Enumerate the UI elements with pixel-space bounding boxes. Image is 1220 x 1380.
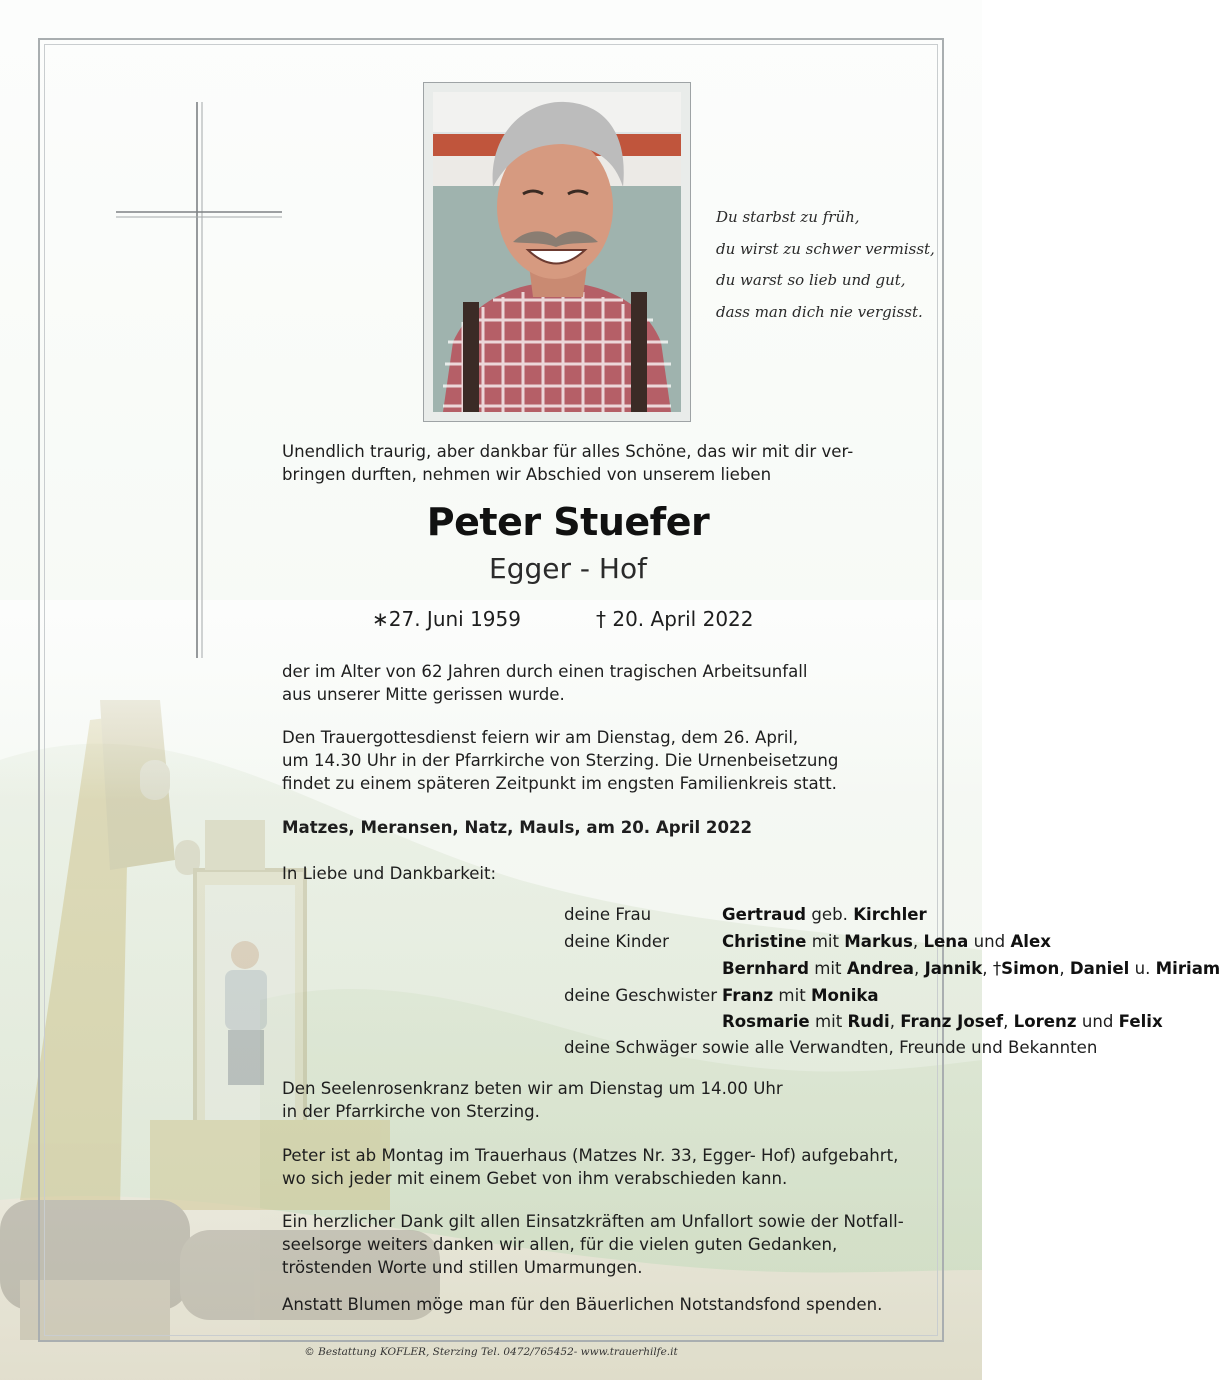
connector: u. — [1134, 959, 1151, 978]
service-line: findet zu einem späteren Zeitpunkt im engsten Familienkreis statt. — [282, 774, 837, 793]
connector: mit — [814, 1012, 843, 1031]
connector: geb. — [811, 905, 848, 924]
relative-name: Felix — [1118, 1012, 1163, 1031]
flowers-text — [282, 1293, 922, 1316]
relative-name: Alex — [1010, 932, 1051, 951]
deceased-mark: † — [992, 959, 1002, 978]
family-names: Rosmarie mit Rudi, Franz Josef, Lorenz und Felix — [722, 1012, 1163, 1031]
wake-text — [282, 1144, 922, 1190]
relative-name: Lorenz — [1013, 1012, 1077, 1031]
relative-name: Jannik — [924, 959, 983, 978]
farm-name: Egger - Hof — [489, 552, 647, 585]
memorial-poem — [716, 202, 946, 328]
relative-name: Christine — [722, 932, 807, 951]
relative-name: Franz — [722, 986, 774, 1005]
family-names: Christine mit Markus, Lena und Alex — [722, 932, 1051, 951]
relative-name: Gertraud — [722, 905, 807, 924]
service-text — [282, 726, 922, 795]
age-text — [282, 660, 922, 706]
relative-name: Rosmarie — [722, 1012, 810, 1031]
connector: mit — [778, 986, 806, 1005]
relative-name: Markus — [844, 932, 913, 951]
place-date-line: Matzes, Meransen, Natz, Mauls, am 20. April 2022 — [282, 818, 753, 837]
rosary-line: Den Seelenrosenkranz beten wir am Dienstag um 14.00 Uhr — [282, 1079, 783, 1098]
relative-name: Andrea — [846, 959, 914, 978]
family-label: deine Kinder — [564, 932, 669, 951]
age-line: der im Alter von 62 Jahren durch einen tragischen Arbeitsunfall — [282, 662, 808, 681]
connector: mit — [814, 959, 842, 978]
service-line: um 14.30 Uhr in der Pfarrkirche von Sterzing. Die Urnenbeisetzung — [282, 751, 839, 770]
poem-line: Du starbst zu früh, — [716, 208, 860, 226]
thanks-line: tröstenden Worte und stillen Umarmungen. — [282, 1258, 643, 1277]
flowers-line: Anstatt Blumen möge man für den Bäuerlichen Notstandsfond spenden. — [282, 1295, 883, 1314]
deceased-name: Peter Stuefer — [426, 500, 710, 544]
intro-line: Unendlich traurig, aber dankbar für alles Schöne, das wir mit dir ver- — [282, 442, 854, 461]
service-line: Den Trauergottesdienst feiern wir am Dienstag, dem 26. April, — [282, 728, 799, 747]
relative-name: Simon — [1001, 959, 1060, 978]
family-names: Bernhard mit Andrea, Jannik, †Simon, Daniel u. Miriam — [722, 959, 1220, 978]
thanks-line: seelsorge weiters danken wir allen, für die vielen guten Gedanken, — [282, 1235, 838, 1254]
place-date — [282, 816, 922, 839]
poem-line: du warst so lieb und gut, — [716, 271, 906, 289]
relative-name: Daniel — [1069, 959, 1130, 978]
relative-name: Kirchler — [853, 905, 927, 924]
thanks-text — [282, 1210, 922, 1279]
family-others: deine Schwäger sowie alle Verwandten, Freunde und Bekannten — [564, 1038, 1098, 1057]
relative-name: Lena — [923, 932, 969, 951]
death-date: † 20. April 2022 — [596, 607, 754, 631]
connector: und — [1081, 1012, 1114, 1031]
family-label: deine Geschwister — [564, 986, 718, 1005]
family-names — [722, 983, 879, 1010]
poem-line: dass man dich nie vergisst. — [716, 302, 923, 321]
birth-date: ∗27. Juni 1959 — [372, 607, 521, 631]
relative-name: Franz Josef — [900, 1012, 1004, 1031]
portrait-photo — [433, 92, 681, 412]
relative-name: Monika — [810, 986, 879, 1005]
intro-text — [282, 440, 922, 486]
rosary-line: in der Pfarrkirche von Sterzing. — [282, 1102, 540, 1121]
wake-line: Peter ist ab Montag im Trauerhaus (Matzes Nr. 33, Egger- Hof) aufgebahrt, — [282, 1146, 899, 1165]
gratitude-heading — [282, 862, 922, 885]
relative-name: Bernhard — [722, 959, 809, 978]
intro-line: bringen durften, nehmen wir Abschied von unserem lieben — [282, 465, 772, 484]
age-line: aus unserer Mitte gerissen wurde. — [282, 685, 565, 704]
wake-line: wo sich jeder mit einem Gebet von ihm verabschieden kann. — [282, 1169, 788, 1188]
family-label: deine Frau — [564, 905, 652, 924]
relative-name: Rudi — [847, 1012, 890, 1031]
rosary-text — [282, 1077, 922, 1123]
connector: und — [973, 932, 1006, 951]
thanks-line: Ein herzlicher Dank gilt allen Einsatzkräften am Unfallort sowie der Notfall- — [282, 1212, 904, 1231]
connector: mit — [811, 932, 839, 951]
relative-name: Miriam — [1155, 959, 1220, 978]
gratitude-line: In Liebe und Dankbarkeit: — [282, 864, 497, 883]
footer-imprint: © Bestattung KOFLER, Sterzing Tel. 0472/765452- www.trauerhilfe.it — [304, 1346, 678, 1358]
poem-line: du wirst zu schwer vermisst, — [716, 239, 935, 258]
family-names — [722, 902, 927, 929]
